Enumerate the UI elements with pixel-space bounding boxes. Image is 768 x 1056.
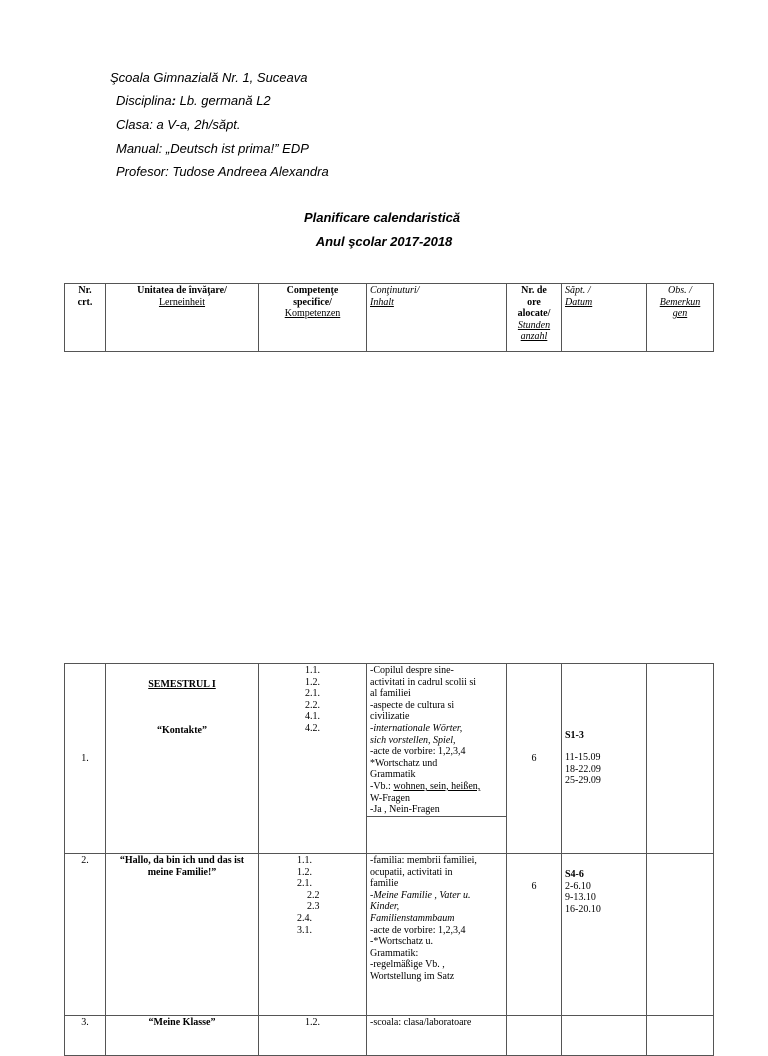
unit-title: “Kontakte” <box>157 724 207 736</box>
table-header-row <box>65 284 714 352</box>
observations-cell <box>647 664 714 854</box>
row-number: 3. <box>65 1016 106 1056</box>
header-competences: Competenţe specifice/ Kompetenzen <box>259 284 367 352</box>
header-observations: Obs. / Bemerkun gen <box>647 284 714 352</box>
table-row <box>65 854 714 1016</box>
class-line: Clasa: a V-a, 2h/săpt. <box>116 117 241 132</box>
hours-cell: 6 <box>507 664 562 854</box>
hours-cell: 6 <box>507 854 562 1016</box>
plan-table <box>64 663 714 1056</box>
unit-title: “Hallo, da bin ich und das ist meine Familie!” <box>106 854 259 1016</box>
content-cell: -scoala: clasa/laboratoare <box>367 1016 507 1056</box>
header-nr: Nr. crt. <box>65 284 106 352</box>
header-week: Săpt. / Datum <box>562 284 647 352</box>
unit-cell <box>106 664 259 854</box>
observations-cell <box>647 1016 714 1056</box>
weeks-cell <box>562 1016 647 1056</box>
discipline-line: Disciplina: Lb. germană L2 <box>116 93 271 108</box>
observations-cell <box>647 854 714 1016</box>
semester-label: SEMESTRUL I <box>148 679 216 690</box>
header-unit: Unitatea de învăţare/ Lerneinheit <box>106 284 259 352</box>
school-name: Şcoala Gimnazială Nr. 1, Suceava <box>110 70 308 85</box>
teacher-line: Profesor: Tudose Andreea Alexandra <box>116 164 329 179</box>
discipline-label: Disciplina <box>116 93 172 108</box>
unit-title: “Meine Klasse” <box>106 1016 259 1056</box>
weeks-cell: S4-6 2-6.10 9-13.10 16-20.10 <box>562 854 647 1016</box>
school-year: Anul şcolar 2017-2018 <box>315 234 453 249</box>
weeks-cell: S1-3 11-15.09 18-22.09 25-29.09 <box>562 664 647 854</box>
document-title: Planificare calendaristică <box>303 210 461 225</box>
hours-cell <box>507 1016 562 1056</box>
table-row <box>65 1016 714 1056</box>
row-number: 2. <box>65 854 106 1016</box>
content-cell: -Copilul despre sine- activitati in cadrul scolii si al familiei -aspecte de cultura si civilizatie -internationale Wörter, sich vorstellen, Spiel, -acte de vorbire: 1,2,3,4 *Wortschatz und Grammatik -Vb.: wohnen, sein, heißen, W-Fragen -Ja , Nein-Fragen <box>367 664 507 854</box>
competences-cell: 1.2. <box>259 1016 367 1056</box>
competences-cell: 1.1. 1.2. 2.1. 2.2. 4.1. 4.2. <box>259 664 367 854</box>
discipline-value: Lb. germană L2 <box>175 93 271 108</box>
header-hours: Nr. de ore alocate/ Stunden anzahl <box>507 284 562 352</box>
content-cell: -familia: membrii familiei, ocupatii, activitati in familie -Meine Familie , Vater u. Kinder, Familienstammbaum -acte de vorbire: 1,2,3,4 -*Wortschatz u. Grammatik: -regelmäßige Vb. , Wortstellung im Satz <box>367 854 507 1016</box>
manual-line: Manual: „Deutsch ist prima!” EDP <box>116 141 309 156</box>
row-number: 1. <box>65 664 106 854</box>
week-range: S4-6 <box>565 869 584 880</box>
week-range: S1-3 <box>565 730 584 742</box>
header-table <box>64 283 714 352</box>
header-content: Conţinuturi/ Inhalt <box>367 284 507 352</box>
table-row <box>65 664 714 854</box>
competences-cell: 1.1. 1.2. 2.1. 2.2 2.3 2.4. 3.1. <box>259 854 367 1016</box>
